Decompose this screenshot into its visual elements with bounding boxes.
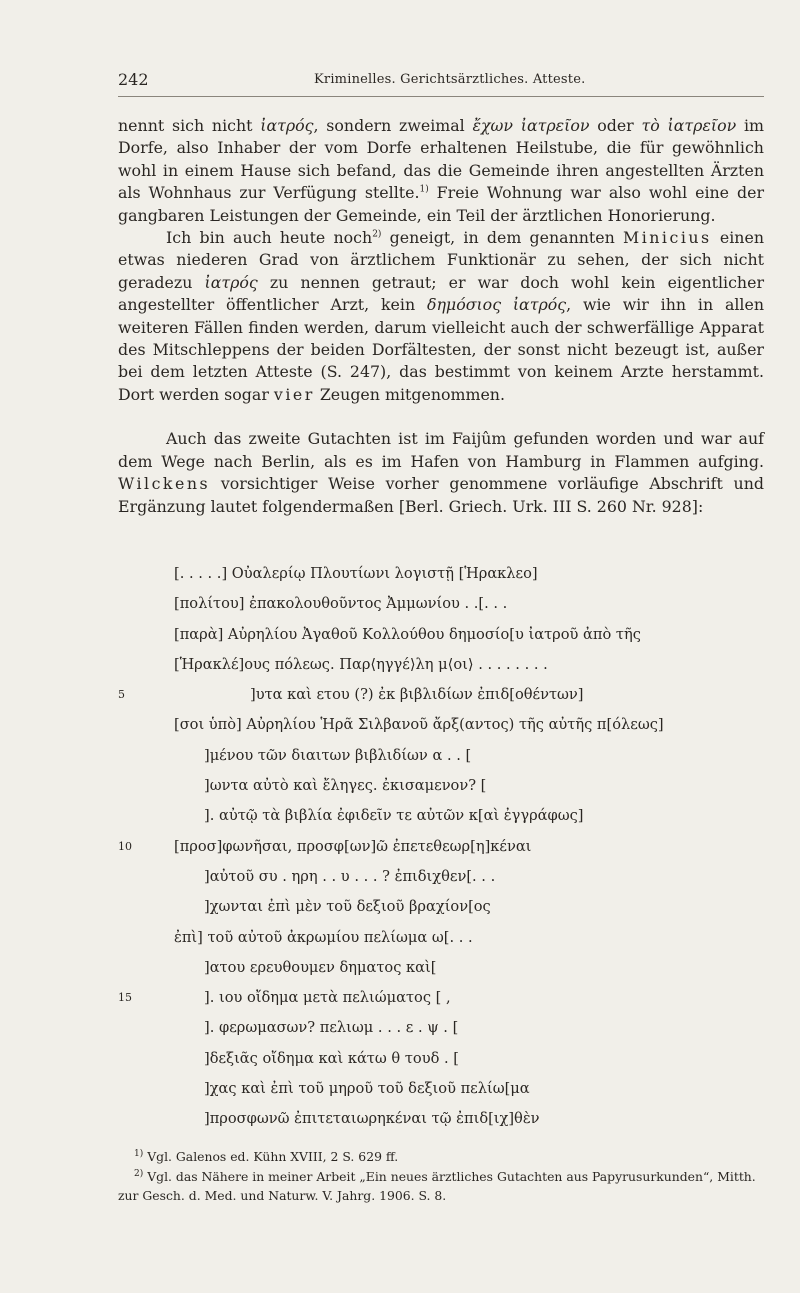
papyrus-line-text: ]. ιου οἴδημα μετὰ πελιώματος [ , [204, 989, 451, 1007]
papyrus-line-text: ]προσφωνῶ ἐπιτεταιωρηκέναι τῷ ἐπιδ[ιχ]θὲν [204, 1110, 540, 1128]
line-number: 15 [118, 991, 132, 1005]
page-header [118, 68, 764, 97]
papyrus-line [118, 624, 764, 654]
papyrus-line-text: ]χας καὶ ἐπὶ τοῦ μηροῦ τοῦ δεξιοῦ πελίω[μα [204, 1080, 530, 1098]
papyrus-line [118, 1048, 764, 1078]
papyrus-line-text: ]ατου ερευθουμεν δηματος καὶ[ [204, 958, 437, 976]
text-run: Auch das zweite Gutachten ist im Faijûm gefunden worden und war auf dem Wege nach Berlin, als es im Hafen von Hamburg in Flammen aufging. [118, 429, 764, 471]
papyrus-line [118, 836, 764, 866]
footnote-text: Vgl. Galenos ed. Kühn XVIII, 2 S. 629 ff. [143, 1149, 399, 1164]
text-run: einen etwas niederen Grad von ärztlichem Funktionär zu sehen, der sich nicht geradezu [118, 228, 764, 292]
text-run: nennt sich nicht [118, 116, 261, 135]
footnote-text: Vgl. das Nähere in meiner Arbeit „Ein neues ärztliches Gutachten aus Papyrusurkunden“, Mitth. zur Gesch. d. Med. und Naturw. V. Jahrg. 1906. S. 8. [118, 1168, 756, 1203]
body-text [118, 115, 764, 518]
text-run: oder [589, 116, 642, 135]
page-number: 242 [118, 70, 149, 89]
papyrus-line [118, 684, 764, 714]
papyrus-line [118, 563, 764, 593]
greek-term: ἔχων ἰατρεῖον [472, 116, 590, 135]
running-head: Kriminelles. Gerichtsärztliches. Atteste. [314, 72, 586, 87]
papyrus-line-text: ]. αὐτῷ τὰ βιβλία ἐφιδεῖν τε αὐτῶν κ[αὶ ἐγγράφως] [204, 807, 584, 825]
line-number: 10 [118, 839, 132, 853]
papyrus-line [118, 714, 764, 744]
papyrus-transcription [118, 563, 764, 1139]
text-run: im Dorfe, also Inhaber der vom Dorfe erhaltenen Heilstube, die für gewöhnlich wohl in einem Hause sich befand, das die Gemeinde ihren angestellten Ärzten als Wohnhaus zur Verfügung stellte. [118, 116, 764, 203]
papyrus-line-text: ]χωνται ἐπὶ μὲν τοῦ δεξιοῦ βραχίον[ος [204, 898, 491, 916]
papyrus-line-text: ]. φερωμασων? πελιωμ . . . ε . ψ . [ [204, 1019, 459, 1037]
person-name: Wilckens [118, 474, 211, 494]
papyrus-line-text: ]υτα καὶ ετου (?) ἐκ βιβλιδίων ἐπιδ[οθέντων] [250, 686, 584, 704]
papyrus-line [118, 1078, 764, 1108]
greek-term: δημόσιος ἰατρός [426, 295, 567, 315]
text-run: Ich bin auch heute noch [166, 228, 373, 248]
papyrus-line [118, 805, 764, 835]
greek-term: τὸ ἰατρεῖον [641, 116, 737, 135]
papyrus-line [118, 1017, 764, 1047]
emphasis: vier [273, 384, 315, 404]
papyrus-line [118, 927, 764, 957]
papyrus-line-text: [πολίτου] ἐπακολουθοῦντος Ἀμμωνίου . .[. . . [174, 595, 508, 613]
papyrus-line-text: [Ἡρακλέ]ους πόλεως. Παρ⟨ηγγέ⟩λη μ⟨οι⟩ . . . . . . . . [174, 655, 548, 673]
paragraph-1 [118, 115, 764, 227]
text-run: Freie Wohnung war also wohl eine der gangbaren Leistungen der Gemeinde, ein Teil der ärztlichen Honorierung. [118, 183, 764, 225]
footnotes [118, 1147, 764, 1206]
footnote-2 [118, 1167, 764, 1206]
paragraph-3 [118, 428, 764, 518]
papyrus-line-text: [προσ]φωνῆσαι, προσφ[ων]ῶ ἐπετεθεωρ[η]κέναι [174, 837, 532, 855]
papyrus-line [118, 1108, 764, 1138]
text-run: , sondern zweimal [313, 116, 473, 135]
footnote-mark: 2) [134, 1168, 144, 1179]
papyrus-line [118, 987, 764, 1017]
papyrus-line-text: [παρὰ] Αὐρηλίου Ἀγαθοῦ Κολλούθου δημοσίο[υ ἰατροῦ ἀπὸ τῆς [174, 625, 641, 643]
papyrus-line-text: ]δεξιᾶς οἴδημα καὶ κάτω θ τουδ . [ [204, 1049, 459, 1067]
papyrus-line-text: ]μένου τῶν διαιτων βιβλιδίων α . . [ [204, 746, 472, 764]
papyrus-line-text: [. . . . .] Οὐαλερίῳ Πλουτίωνι λογιστῇ [Ἡρακλεο] [174, 565, 538, 582]
paragraph-2 [118, 227, 764, 406]
papyrus-line [118, 593, 764, 623]
papyrus-line [118, 745, 764, 775]
papyrus-line [118, 896, 764, 926]
greek-term: ἰατρός [260, 116, 314, 135]
greek-term: ἰατρός [204, 272, 258, 292]
text-run: geneigt, in dem genannten [381, 228, 624, 248]
papyrus-line [118, 775, 764, 805]
line-number: 5 [118, 688, 125, 702]
footnote-ref: 2) [372, 229, 382, 240]
footnote-ref: 1) [419, 184, 429, 195]
text-run: vorsichtiger Weise vorher genommene vorläufige Abschrift und Ergänzung lautet folgendermaßen [Berl. Griech. Urk. III S. 260 Nr. 928]: [118, 474, 764, 516]
text-run: , wie wir ihn in allen weiteren Fällen finden werden, darum vielleicht auch der schwerfällige Apparat des Mitschleppens der beiden Dorfältesten, der sonst nicht bezeugt ist, außer bei dem letzten Atteste (S. 247), das bestimmt von keinem Arzte herstammt. Dort werden sogar [118, 295, 764, 404]
footnote-1 [118, 1147, 764, 1167]
person-name: Minicius [623, 228, 712, 248]
text-run: zu nennen getraut; er war doch wohl kein eigentlicher angestellter öffentlicher Arzt, kein [118, 272, 764, 315]
papyrus-line-text: ]ωντα αὐτὸ καὶ ἔληγες. ἐκισαμενον? [ [204, 777, 487, 795]
papyrus-line [118, 957, 764, 987]
footnote-mark: 1) [134, 1148, 144, 1159]
papyrus-line [118, 866, 764, 896]
papyrus-line-text: [σοι ὑπὸ] Αὐρηλίου Ἡρᾶ Σιλβανοῦ ἄρξ(αντος) τῆς αὐτῆς π[όλεως] [174, 716, 664, 734]
text-run: Zeugen mitgenommen. [314, 384, 505, 404]
papyrus-line-text: ]αὐτοῦ συ . ηρη . . υ . . . ? ἐπιδιχθεν[. . . [204, 867, 496, 885]
papyrus-line [118, 654, 764, 684]
papyrus-line-text: ἐπὶ] τοῦ αὐτοῦ ἀκρωμίου πελίωμα ω[. . . [174, 928, 473, 946]
